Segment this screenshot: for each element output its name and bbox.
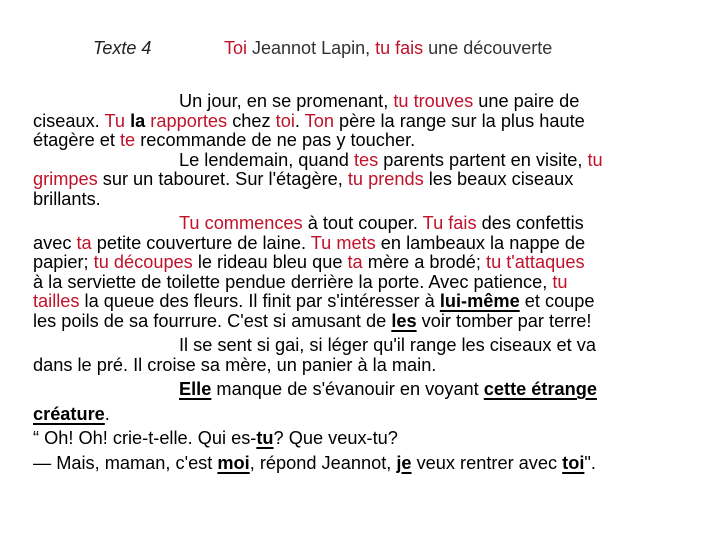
text-segment: tu t'attaques <box>486 252 585 272</box>
title-segment: fais <box>395 38 424 58</box>
text-segment: des confettis <box>476 213 584 233</box>
text-segment: Elle <box>179 379 212 399</box>
text-segment: je <box>396 452 412 473</box>
text-segment: chez <box>227 110 276 131</box>
title-segment: Jeannot Lapin, <box>247 38 376 58</box>
text-segment: ta <box>347 252 363 272</box>
text-segment: cette étrange <box>483 379 597 399</box>
text-segment: tu découpes <box>93 252 193 272</box>
text-segment: Ton <box>304 110 334 131</box>
title-segment: tu <box>375 38 391 58</box>
text-segment: ciseaux. <box>33 110 105 131</box>
text-line <box>33 273 693 293</box>
title-segment: Toi <box>224 38 248 58</box>
text-segment: moi <box>217 452 250 473</box>
text-line <box>33 214 693 234</box>
text-segment: , répond Jeannot, <box>249 452 397 473</box>
text-segment: tu <box>552 271 568 292</box>
text-segment: Tu mets <box>310 232 376 253</box>
text-segment: manque de s'évanouir en voyant <box>211 379 484 399</box>
text-segment: lui-même <box>439 291 520 311</box>
text-segment: en lambeaux la nappe de <box>375 232 586 253</box>
text-segment: la <box>130 110 146 131</box>
text-line <box>33 170 693 190</box>
text-line <box>33 234 693 254</box>
text-segment: Le lendemain, quand <box>179 149 354 170</box>
text-label: Texte 4 <box>93 38 152 58</box>
text-segment: ta <box>76 232 92 253</box>
text-segment: la queue des fleurs. Il finit par s'intéresser à <box>79 291 440 311</box>
text-segment: voir tomber par terre! <box>416 310 592 331</box>
text-line <box>33 405 693 425</box>
text-segment: dans le pré. Il croise sa mère, un panier à la main. <box>33 354 437 375</box>
text-segment: parents partent en visite, <box>378 149 588 170</box>
text-segment: à la serviette de toilette pendue derrière la porte. Avec patience, <box>33 271 553 292</box>
text-segment: ? Que veux-tu? <box>273 428 398 448</box>
text-segment: brillants. <box>33 188 101 209</box>
text-segment: tes <box>353 149 379 170</box>
text-segment: papier; <box>33 252 94 272</box>
text-segment: ". <box>584 452 596 473</box>
text-segment: tu <box>587 149 603 170</box>
text-segment: tu <box>256 428 274 448</box>
text-segment: Un jour, en se promenant, <box>179 91 394 111</box>
text-segment: les poils de sa fourrure. C'est si amusant de <box>33 310 392 331</box>
text-segment: le rideau bleu que <box>192 252 348 272</box>
text-segment: créature <box>33 403 105 424</box>
text-segment: “ Oh! Oh! crie-t-elle. Qui es- <box>33 428 257 448</box>
text-segment: les <box>391 310 417 331</box>
text-line <box>33 429 693 449</box>
text-segment: te <box>119 130 136 150</box>
text-segment: Tu commences <box>179 213 303 233</box>
text-segment: . <box>294 110 305 131</box>
text-segment: rapportes <box>145 110 228 131</box>
text-segment: avec <box>33 232 77 253</box>
text-segment: . <box>104 403 110 424</box>
story-body <box>33 92 693 473</box>
text-segment: les beaux ciseaux <box>423 169 574 189</box>
text-segment: une paire de <box>473 91 580 111</box>
text-segment: toi <box>562 452 585 473</box>
text-line <box>33 312 693 332</box>
text-segment: Tu <box>104 110 126 131</box>
text-line <box>33 131 693 151</box>
text-segment: grimpes <box>33 169 98 189</box>
text-segment: tailles <box>33 291 80 311</box>
heading <box>0 38 720 68</box>
text-line <box>33 380 693 400</box>
text-segment: père la range sur la plus haute <box>334 110 585 131</box>
text-line <box>33 336 693 356</box>
text-line <box>33 454 693 474</box>
text-segment: Tu fais <box>422 213 477 233</box>
text-segment: petite couverture de laine. <box>91 232 311 253</box>
text-line <box>33 190 693 210</box>
text-line <box>33 92 693 112</box>
text-line <box>33 356 693 376</box>
text-segment: tu prends <box>347 169 424 189</box>
text-segment: sur un tabouret. Sur l'étagère, <box>97 169 348 189</box>
title-segment: une découverte <box>423 38 553 58</box>
text-segment: tu trouves <box>393 91 474 111</box>
text-line <box>33 253 693 273</box>
text-line <box>33 151 693 171</box>
text-line <box>33 112 693 132</box>
text-title <box>224 38 552 59</box>
text-segment: — Mais, maman, c'est <box>33 452 218 473</box>
text-segment: recommande de ne pas y toucher. <box>135 130 416 150</box>
text-segment: à tout couper. <box>302 213 423 233</box>
text-segment: et coupe <box>519 291 595 311</box>
text-segment: mère a brodé; <box>362 252 487 272</box>
text-segment: toi <box>275 110 295 131</box>
text-segment: Il se sent si gai, si léger qu'il range les ciseaux et va <box>179 335 596 355</box>
text-line <box>33 292 693 312</box>
text-segment: veux rentrer avec <box>411 452 563 473</box>
text-segment: étagère et <box>33 130 120 150</box>
